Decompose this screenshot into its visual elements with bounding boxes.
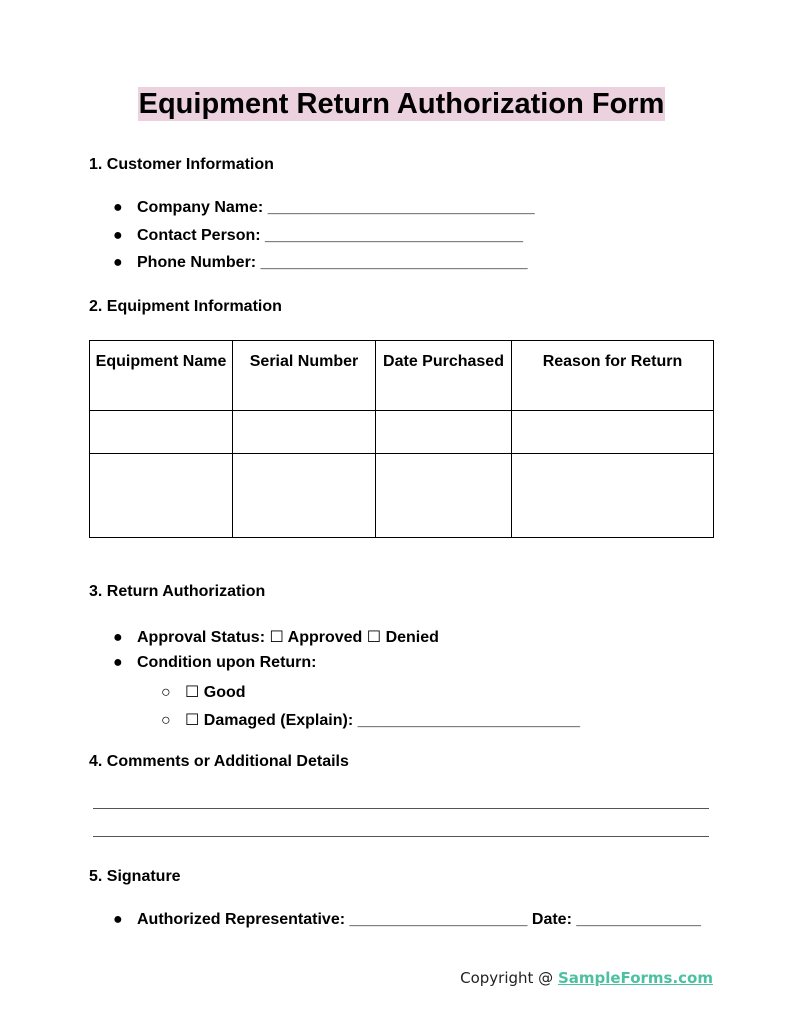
column-header: Serial Number <box>233 341 376 411</box>
comment-line[interactable] <box>93 808 709 809</box>
section-heading-signature: 5. Signature <box>89 868 181 885</box>
table-cell[interactable] <box>90 411 233 454</box>
bullet-icon: ● <box>113 199 123 216</box>
table-row <box>90 454 714 538</box>
condition-good-checkbox[interactable]: ○ ☐ Good <box>161 684 246 701</box>
column-header: Reason for Return <box>512 341 714 411</box>
contact-person-field[interactable]: ● Contact Person: _____________________________ <box>113 227 524 244</box>
bullet-icon: ● <box>113 911 123 928</box>
table-cell[interactable] <box>90 454 233 538</box>
bullet-icon: ● <box>113 254 123 271</box>
form-title-wrap <box>0 86 803 123</box>
comment-line[interactable] <box>93 836 709 837</box>
bullet-icon: ● <box>113 629 123 646</box>
circle-bullet-icon: ○ <box>161 712 171 729</box>
column-header: Equipment Name <box>90 341 233 411</box>
phone-number-field[interactable]: ● Phone Number: ______________________________ <box>113 254 528 271</box>
condition-label: ● Condition upon Return: <box>113 654 317 671</box>
brand-link[interactable]: SampleForms.com <box>557 969 713 987</box>
column-header: Date Purchased <box>376 341 512 411</box>
approval-status-field[interactable]: ● Approval Status: ☐ Approved ☐ Denied <box>113 629 439 646</box>
condition-damaged-checkbox[interactable]: ○ ☐ Damaged (Explain): _________________________ <box>161 712 581 729</box>
section-heading-authorization: 3. Return Authorization <box>89 583 266 600</box>
table-cell[interactable] <box>376 454 512 538</box>
table-row <box>90 411 714 454</box>
circle-bullet-icon: ○ <box>161 684 171 701</box>
bullet-icon: ● <box>113 654 123 671</box>
table-cell[interactable] <box>233 411 376 454</box>
table-cell[interactable] <box>512 454 714 538</box>
section-heading-equipment: 2. Equipment Information <box>89 298 282 315</box>
table-cell[interactable] <box>376 411 512 454</box>
form-title: Equipment Return Authorization Form <box>138 88 665 120</box>
section-heading-comments: 4. Comments or Additional Details <box>89 753 349 770</box>
copyright-footer: Copyright @ SampleForms.com <box>460 969 713 987</box>
bullet-icon: ● <box>113 227 123 244</box>
signature-field[interactable]: ● Authorized Representative: ____________________ Date: ______________ <box>113 911 701 928</box>
section-heading-customer: 1. Customer Information <box>89 156 274 173</box>
table-header-row <box>90 341 714 411</box>
table-cell[interactable] <box>512 411 714 454</box>
table-cell[interactable] <box>233 454 376 538</box>
company-name-field[interactable]: ● Company Name: ______________________________ <box>113 199 535 216</box>
equipment-table <box>89 340 714 538</box>
